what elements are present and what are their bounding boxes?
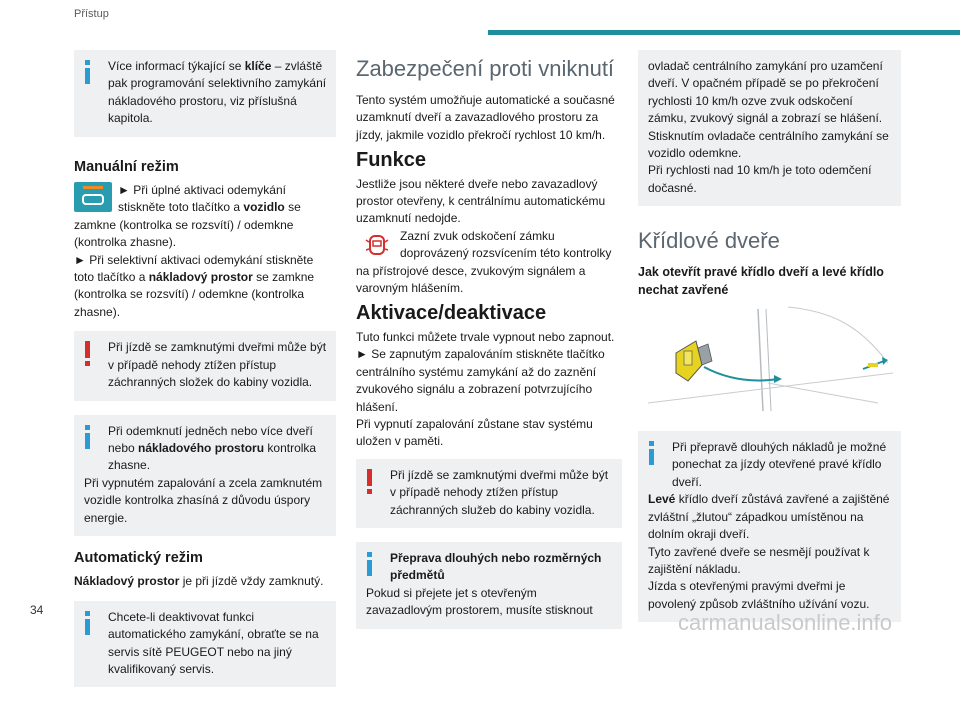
section-title-wing-doors: Křídlové dveře xyxy=(638,228,780,254)
door-latch-figure xyxy=(638,303,901,421)
section-title-intrusion: Zabezpečení proti vniknutí xyxy=(356,56,615,81)
info-icon xyxy=(367,552,372,576)
info-icon xyxy=(85,425,90,449)
info-box-keys xyxy=(74,50,336,137)
central-lock-button-icon xyxy=(74,182,112,212)
intro-text: Tento systém umožňuje automatické a současné uzamknutí dveří a zavazadlového prostoru za jízdy, jakmile vozidlo překročí rychlost 10 km/h. xyxy=(356,93,615,142)
manual-mode-text: ► Při úplné aktivaci odemykání stiskněte toto tlačítko a vozidlo se zamkne (kontrolka se rozsvítí) / odemkne (kontrolka zhasne). ► Při selektivní aktivaci odemykání stiskněte toto tlačítko a nákladový prostor se zamkne (kontrolka se rozsvítí) / odemkne (kontrolka zhasne). xyxy=(74,183,315,319)
long-loads-text: Pokud si přejete jet s otevřeným zavazadlovým prostorem, musíte stisknout xyxy=(366,585,593,618)
door-lock-warning-icon xyxy=(362,230,392,260)
warning-icon xyxy=(367,469,372,493)
funkce-text-2: Zazní zvuk odskočení zámku doprovázený rozsvícením této kontrolky na přístrojové desce, zvukovým signálem a varovným hlášením. xyxy=(356,228,612,296)
wing-doors-subheading: Jak otevřít pravé křídlo dveří a levé křídlo nechat zavřené xyxy=(638,265,884,297)
auto-mode-text: Nákladový prostor je při jízdě vždy zamknutý. xyxy=(74,574,324,589)
page-number: 34 xyxy=(30,603,44,617)
info-icon xyxy=(85,611,90,635)
header-accent-bar xyxy=(488,30,960,35)
column-1 xyxy=(74,50,336,701)
info-box-unlock: Při odemknutí jedněch nebo více dveří nebo nákladového prostoru kontrolka zhasne. Při vypnutém zapalování a zcela zamknutém vozidle kontrolka zhasíná z důvodu úspory energie. xyxy=(74,415,336,536)
info-box-text: Více informací týkající se klíče – zvláště pak programování selektivního zamykání nákladového prostoru, viz příslušná kapitola. xyxy=(108,59,327,126)
funkce-text: Jestliže jsou některé dveře nebo zavazadlový prostor otevřeny, k centrálnímu automatickému uzamknutí nedojde. xyxy=(356,176,606,226)
aktivace-heading: Aktivace/deaktivace xyxy=(356,302,547,325)
info-icon xyxy=(85,60,90,84)
continued-box: ovladač centrálního zamykání pro uzamčení dveří. V opačném případě se po překročení rychlosti 10 km/h ozve zvuk odskočení zámku, zvukový signál a zobrazí se hlášení. Stisknutím ovladače centrálního zamykání se vozidlo odemkne. Při rychlosti nad 10 km/h je toto odemčení dočasné. xyxy=(638,50,901,206)
info-box-line2: Při vypnutém zapalování a zcela zamknutém vozidle kontrolka zhasíná z důvodu úspory energie. xyxy=(84,475,323,525)
column-3 xyxy=(638,50,901,636)
warning-icon xyxy=(85,341,90,365)
warning-box-1 xyxy=(74,331,336,400)
section-title: Přístup xyxy=(74,8,109,20)
info-icon xyxy=(649,441,654,465)
aktivace-text-2: ► Se zapnutým zapalováním stiskněte tlačítko centrálního systému zamykání až do zaznění zvukového signálu a zobrazení potvrzujícího hlášení. xyxy=(356,347,605,414)
auto-mode-heading: Automatický režim xyxy=(74,549,203,566)
aktivace-text-3: Při vypnutí zapalování zůstane stav systému uložen v paměti. xyxy=(356,416,593,449)
funkce-heading: Funkce xyxy=(356,149,427,172)
info-box-auto: Chcete-li deaktivovat funkci automatického zamykání, obraťte se na servis sítě PEUGEOT nebo na jiný kvalifikovaný servis. xyxy=(74,601,336,688)
info-box-long-loads: Přeprava dlouhých nebo rozměrných předmětů Pokud si přejete jet s otevřeným zavazadlovým prostorem, musíte stisknout xyxy=(356,542,622,629)
aktivace-text-1: Tuto funkci můžete trvale vypnout nebo zapnout. xyxy=(356,329,615,344)
column-2 xyxy=(356,56,622,643)
warning-box-2: Při jízdě se zamknutými dveřmi může být v případě nehody ztížen přístup záchranných služeb do kabiny vozidla. xyxy=(356,459,622,528)
watermark: carmanualsonline.info xyxy=(678,610,893,635)
manual-mode-heading: Manuální režim xyxy=(74,158,179,175)
door-latch-illustration xyxy=(638,303,901,421)
warning-text: Při jízdě se zamknutými dveřmi může být v případě nehody ztížen přístup záchranných složek do kabiny vozidla. xyxy=(108,340,327,390)
info-box-wing-doors: Při přepravě dlouhých nákladů je možné ponechat za jízdy otevřené pravé křídlo dveří. Levé křídlo dveří zůstává zavřené a zajištěné zvláštní „žlutou“ západkou umístěnou na dolním okraji dveří. Tyto zavřené dveře se nesmějí používat k zajištění nákladu. Jízda s otevřenými pravými dveřmi je povolený způsob zvláštního užívání vozu. xyxy=(638,431,901,622)
